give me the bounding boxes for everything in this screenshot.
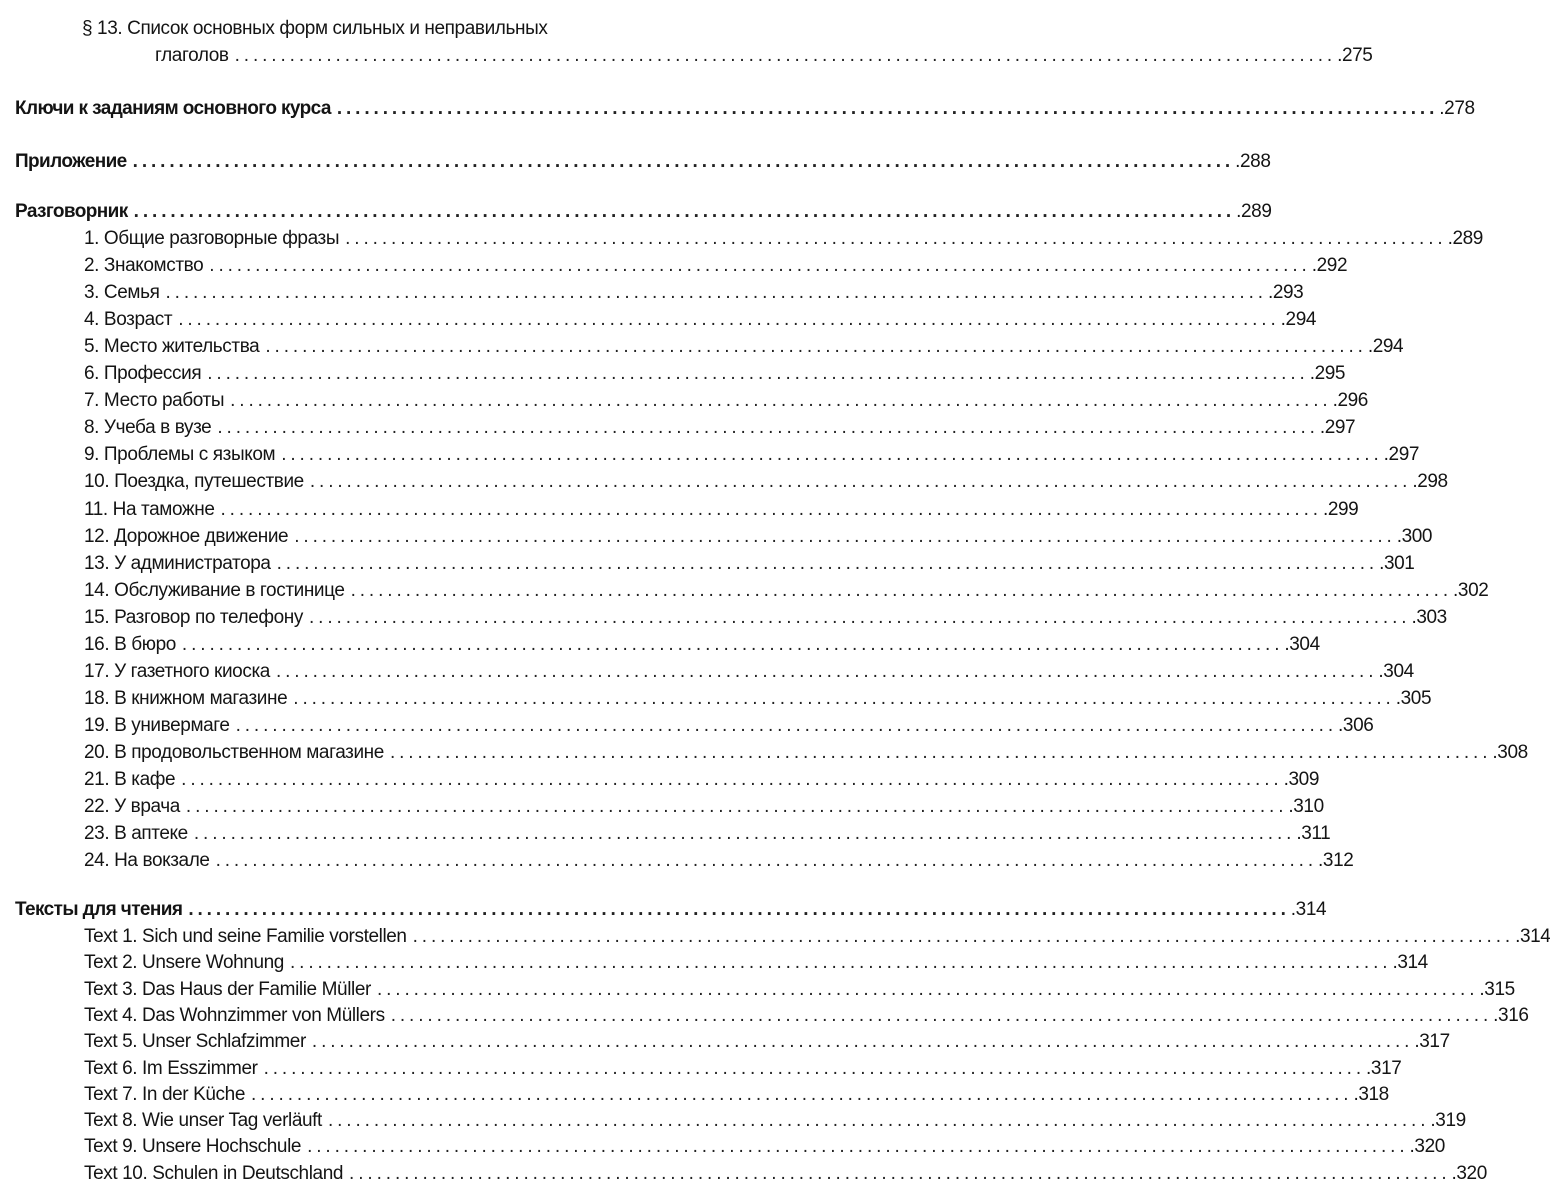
toc-entry-title: 9. Проблемы с языком [84, 443, 281, 467]
toc-entry-page: .314 [1392, 952, 1428, 974]
dot-leader: ........................................................................................................................ [209, 255, 1311, 277]
dot-leader: ........................................................................................................................ [193, 823, 1296, 845]
toc-entry-title: Разговорник [15, 200, 134, 224]
toc-entry[interactable] [0, 847, 1354, 873]
toc-entry-title: 16. В бюро [84, 633, 182, 657]
dot-leader: ........................................................................................................................ [389, 741, 1492, 763]
toc-entry-title: 14. Обслуживание в гостинице [84, 579, 351, 603]
toc-entry-title: 8. Учеба в вузе [84, 416, 217, 440]
toc-entry-title: 23. В аптеке [84, 822, 194, 846]
toc-entry-page: .315 [1479, 978, 1515, 1000]
toc-entry[interactable] [0, 739, 1528, 765]
toc-entry-page: .293 [1267, 282, 1304, 304]
toc-entry-page: .312 [1318, 850, 1354, 872]
toc-entry-page: .310 [1288, 796, 1324, 818]
toc-entry-title: 6. Профессия [84, 362, 207, 386]
dot-leader: ........................................................................................................................ [327, 1110, 1430, 1132]
toc-entry-page: .304 [1284, 633, 1320, 655]
toc-entry-title: Text 8. Wie unser Tag verläuft [84, 1109, 328, 1133]
toc-entry-page: .298 [1412, 471, 1448, 493]
dot-leader: ........................................................................................................................ [230, 390, 1332, 412]
dot-leader: ........................................................................................................................ [181, 633, 1284, 655]
toc-entry-title: 19. В универмаге [84, 714, 236, 738]
toc-entry[interactable] [0, 1028, 1450, 1054]
toc-chapter-appendix[interactable] [0, 148, 1271, 174]
toc-entry-title: 11. На таможне [84, 498, 221, 522]
toc-entry-page: .318 [1353, 1083, 1389, 1105]
toc-entry[interactable] [0, 1081, 1389, 1107]
toc-entry-title: Приложение [15, 150, 133, 174]
toc-entry[interactable] [0, 225, 1483, 251]
toc-entry[interactable] [0, 766, 1319, 792]
toc-entry[interactable] [0, 949, 1428, 975]
dot-leader: ........................................................................................................................ [294, 525, 1396, 547]
toc-entry-title: 12. Дорожное движение [84, 525, 294, 549]
toc-entry-page: .317 [1366, 1057, 1402, 1079]
toc-entry-page: .314 [1515, 926, 1550, 947]
toc-entry[interactable] [0, 360, 1346, 386]
dot-leader: ........................................................................................................................ [234, 45, 1337, 66]
dot-leader: ........................................................................................................................ [181, 769, 1283, 790]
toc-entry-page: .306 [1338, 714, 1374, 736]
dot-leader: ........................................................................................................................ [311, 1031, 1414, 1053]
toc-entry[interactable] [0, 1133, 1445, 1159]
toc-entry-section13-line1[interactable]: § 13. Список основных форм сильных и неправильных [82, 18, 548, 39]
toc-entry-title: глаголов [155, 44, 235, 68]
toc-chapter-phrasebook[interactable] [0, 198, 1272, 224]
toc-entry[interactable] [0, 1160, 1487, 1186]
toc-entry-title: Text 3. Das Haus der Familie Müller [84, 978, 377, 1002]
dot-leader: ........................................................................................................................ [217, 417, 1319, 439]
toc-entry-title: Text 4. Das Wohnzimmer von Müllers [84, 1004, 391, 1028]
toc-entry-title: 24. На вокзале [84, 849, 216, 873]
dot-leader: ........................................................................................................................ [188, 899, 1290, 920]
dot-leader: ........................................................................................................................ [309, 471, 1412, 493]
toc-entry-page: .319 [1430, 1110, 1466, 1132]
toc-entry-title: 13. У администратора [84, 552, 277, 576]
toc-entry-title: 20. В продовольственном магазине [84, 741, 390, 765]
toc-entry[interactable] [0, 793, 1324, 819]
dot-leader: ........................................................................................................................ [251, 1083, 1353, 1105]
toc-entry-page: .304 [1378, 660, 1414, 682]
toc-entry[interactable] [0, 658, 1414, 684]
toc-entry-title: 18. В книжном магазине [84, 687, 293, 711]
toc-entry[interactable] [0, 685, 1432, 711]
dot-leader: ........................................................................................................................ [336, 98, 1439, 119]
toc-entry-title: Тексты для чтения [15, 898, 188, 922]
toc-entry-page: .300 [1396, 525, 1433, 547]
dot-leader: ........................................................................................................................ [178, 309, 1280, 331]
toc-entry-title: Text 7. In der Küche [84, 1083, 251, 1107]
dot-leader: ........................................................................................................................ [390, 1004, 1493, 1026]
toc-entry-page: .295 [1309, 363, 1346, 385]
toc-entry-page: .288 [1235, 151, 1271, 172]
dot-leader: ........................................................................................................................ [349, 1162, 1451, 1184]
toc-entry-title: Ключи к заданиям основного курса [15, 97, 337, 121]
toc-entry-page: .314 [1290, 899, 1327, 920]
toc-entry-page: .320 [1409, 1136, 1445, 1158]
toc-entry[interactable] [0, 550, 1415, 576]
toc-entry-page: .311 [1296, 823, 1331, 845]
toc-entry[interactable] [0, 604, 1447, 630]
dot-leader: ........................................................................................................................ [307, 1136, 1409, 1158]
dot-leader: ........................................................................................................................ [308, 606, 1411, 628]
dot-leader: ........................................................................................................................ [132, 151, 1235, 172]
toc-entry-section13[interactable] [0, 42, 1373, 68]
toc-entry-title: Text 10. Schulen in Deutschland [84, 1162, 349, 1186]
toc-entry-page: .294 [1367, 336, 1404, 358]
toc-entry[interactable] [0, 441, 1420, 467]
toc-entry[interactable] [0, 976, 1515, 1002]
toc-entry[interactable] [0, 1002, 1529, 1028]
toc-entry[interactable] [0, 333, 1404, 359]
toc-entry[interactable] [0, 387, 1368, 413]
dot-leader: ........................................................................................................................ [265, 336, 1367, 358]
toc-entry[interactable] [0, 1107, 1466, 1133]
toc-entry-page: .320 [1451, 1162, 1487, 1184]
toc-entry-title: Text 9. Unsere Hochschule [84, 1135, 307, 1159]
dot-leader: ........................................................................................................................ [220, 498, 1322, 520]
toc-entry-title: 7. Место работы [84, 389, 230, 413]
dot-leader: ........................................................................................................................ [289, 952, 1392, 974]
toc-entry-page: .297 [1383, 444, 1420, 466]
dot-leader: ........................................................................................................................ [275, 660, 1378, 682]
toc-entry[interactable] [0, 496, 1359, 522]
toc-entry[interactable] [0, 712, 1374, 738]
toc-entry-page: .317 [1414, 1031, 1450, 1053]
dot-leader: ........................................................................................................................ [376, 978, 1479, 1000]
toc-entry-page: .305 [1395, 687, 1432, 709]
toc-entry-title: Text 5. Unser Schlafzimmer [84, 1030, 312, 1054]
dot-leader: ........................................................................................................................ [215, 850, 1318, 872]
toc-entry-title: 4. Возраст [84, 308, 178, 332]
toc-entry-title: 21. В кафе [84, 768, 181, 792]
toc-entry-title: Text 2. Unsere Wohnung [84, 951, 290, 975]
toc-entry[interactable] [0, 1055, 1402, 1081]
dot-leader: ........................................................................................................................ [412, 926, 1515, 947]
toc-entry[interactable] [0, 414, 1356, 440]
toc-entry[interactable] [0, 820, 1331, 846]
toc-entry-title: 17. У газетного киоска [84, 660, 276, 684]
toc-entry-page: .301 [1379, 552, 1415, 574]
toc-entry-page: .289 [1236, 201, 1272, 222]
dot-leader: ........................................................................................................................ [263, 1057, 1366, 1079]
toc-entry[interactable] [0, 631, 1320, 657]
toc-entry-title: 1. Общие разговорные фразы [84, 227, 345, 251]
toc-entry-page: .302 [1453, 579, 1489, 601]
dot-leader: ........................................................................................................................ [235, 714, 1338, 736]
toc-entry-title: 2. Знакомство [84, 254, 209, 278]
dot-leader: ........................................................................................................................ [276, 552, 1379, 574]
dot-leader: ........................................................................................................................ [293, 687, 1395, 709]
dot-leader: ........................................................................................................................ [133, 201, 1236, 222]
toc-entry[interactable] [0, 252, 1348, 278]
dot-leader: ........................................................................................................................ [350, 579, 1453, 601]
toc-entry[interactable] [0, 577, 1489, 603]
toc-entry-page: .299 [1322, 498, 1359, 520]
toc-entry-title: 15. Разговор по телефону [84, 606, 309, 630]
dot-leader: ........................................................................................................................ [281, 444, 1383, 466]
toc-entry-page: .316 [1493, 1004, 1529, 1026]
toc-entry-page: .292 [1311, 255, 1348, 277]
toc-entry[interactable] [0, 306, 1317, 332]
toc-entry[interactable] [0, 923, 1550, 949]
toc-entry-title: 22. У врача [84, 795, 186, 819]
toc-entry-title: 5. Место жительства [84, 335, 265, 359]
toc-entry[interactable] [0, 279, 1304, 305]
toc-entry-title: 3. Семья [84, 281, 165, 305]
toc-entry-title: Text 1. Sich und seine Familie vorstellen [84, 925, 413, 949]
toc-entry-title: Text 6. Im Esszimmer [84, 1057, 264, 1081]
toc-chapter-readings[interactable] [0, 896, 1327, 922]
toc-entry[interactable] [0, 468, 1448, 494]
toc-entry-page: .303 [1411, 606, 1447, 628]
dot-leader: ........................................................................................................................ [345, 228, 1447, 249]
toc-entry-page: .275 [1337, 45, 1373, 66]
toc-entry-page: .278 [1439, 98, 1475, 119]
toc-entry-page: .294 [1280, 309, 1317, 331]
toc-entry[interactable] [0, 523, 1433, 549]
toc-chapter-keys[interactable] [0, 95, 1475, 121]
toc-entry-title: 10. Поездка, путешествие [84, 470, 310, 494]
toc-entry-page: .308 [1492, 741, 1528, 763]
toc-entry-page: .296 [1332, 390, 1368, 412]
dot-leader: ........................................................................................................................ [185, 796, 1288, 818]
toc-entry-page: .289 [1447, 228, 1483, 249]
dot-leader: ........................................................................................................................ [165, 282, 1267, 304]
dot-leader: ........................................................................................................................ [207, 363, 1309, 385]
toc-entry-page: .297 [1319, 417, 1356, 439]
toc-entry-page: .309 [1283, 769, 1319, 790]
